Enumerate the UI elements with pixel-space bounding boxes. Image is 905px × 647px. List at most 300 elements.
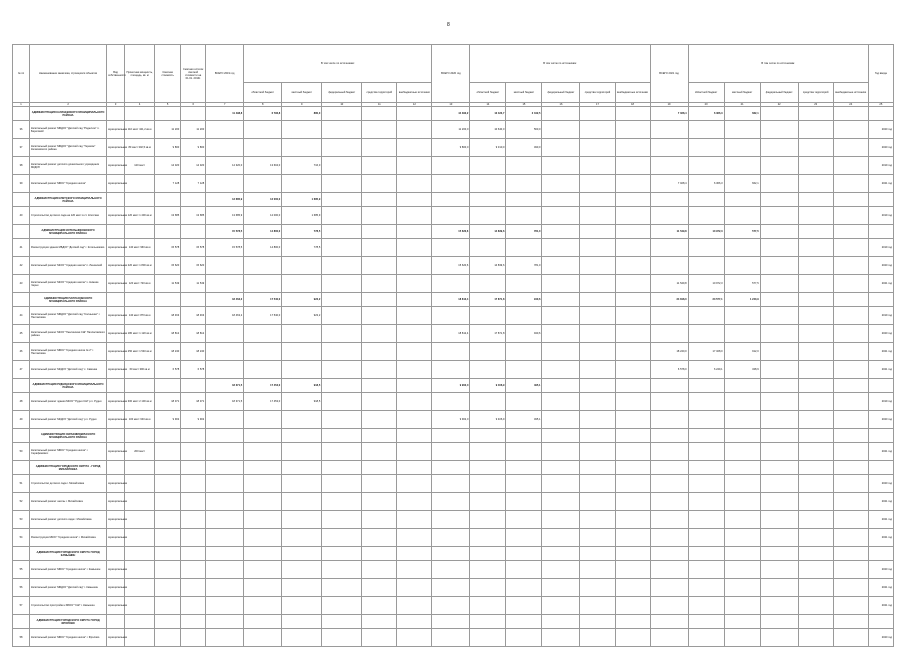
header-other: внебюджетные источники [615,83,650,103]
cell-t20 [432,493,470,511]
cell-d1 [470,361,506,379]
cell-d2 [506,393,542,411]
column-number: 7 [206,103,244,107]
cell-cap: 60 мест 390 кв.м [125,361,155,379]
column-number: 6 [181,103,206,107]
cell-c1 [244,361,282,379]
cell-rem [181,107,206,121]
header-group-2021: В том числе по источникам: [688,45,868,83]
cell-c2 [282,443,322,461]
table-row [13,597,894,615]
cell-num: 39 [13,175,30,193]
cell-h1 [760,139,798,157]
cell-e1 [688,325,724,343]
cell-est [155,597,181,615]
cell-kind: муниципальная [107,275,125,293]
cell-g3 [615,461,650,475]
cell-t21 [650,121,688,139]
cell-e2 [724,411,760,429]
cell-yr: 2021 год [868,443,893,461]
cell-h3 [833,561,868,579]
cell-h2 [798,561,833,579]
cell-d2 [506,597,542,615]
cell-g3 [615,139,650,157]
cell-h1 [760,379,798,393]
cell-est: 15 620 [155,257,181,275]
cell-c2 [282,361,322,379]
cell-f1 [322,443,362,461]
cell-yr: 2021 год [868,529,893,547]
cell-name: Строительство пристройки к МБОУ "СШ" г. Камышин [30,597,107,615]
cell-est [155,461,181,475]
cell-g3 [615,239,650,257]
cell-g3 [615,307,650,325]
cell-c1 [244,257,282,275]
section-row [13,615,894,629]
cell-d2 [506,429,542,443]
cell-d2: 495,1 [506,411,542,429]
cell-rem [181,379,206,393]
cell-t19: 18 371,5 [206,393,244,411]
cell-t20 [432,193,470,207]
cell-f1 [322,461,362,475]
cell-f1 [322,193,362,207]
cell-est: 6 578 [155,361,181,379]
cell-name: АДМИНИСТРАЦИЯ РУДНЯНСКОГО МУНИЦИПАЛЬНОГО РАЙОНА [30,379,107,393]
cell-t21: 11 549,8 [650,275,688,293]
cell-e1 [688,493,724,511]
cell-c2: 1 685,9 [282,193,322,207]
cell-kind [107,379,125,393]
cell-f3 [397,493,432,511]
cell-est [155,561,181,579]
cell-f2 [362,615,397,629]
cell-e2 [724,561,760,579]
cell-f1 [322,307,362,325]
cell-h3 [833,139,868,157]
cell-c2 [282,529,322,547]
cell-f3 [397,239,432,257]
cell-g3 [615,597,650,615]
cell-name: Капитальный ремонт МКОУ "Средняя школа" х. Нижние Черни [30,275,107,293]
cell-f1 [322,257,362,275]
cell-t19 [206,561,244,579]
cell-rem: 15 578 [181,239,206,257]
cell-f1 [322,361,362,379]
cell-e1 [688,379,724,393]
cell-cap [125,429,155,443]
cell-t19 [206,461,244,475]
header-group-2020: В том числе по источникам: [470,45,650,83]
cell-rem: 11 200 [181,121,206,139]
cell-t20 [432,529,470,547]
cell-est [155,429,181,443]
cell-est: 9 800 [155,139,181,157]
cell-e2: 328,9 [724,361,760,379]
cell-f1 [322,411,362,429]
cell-cap: 200 мест [125,443,155,461]
cell-g3 [615,343,650,361]
cell-e1 [688,257,724,275]
cell-c2 [282,561,322,579]
cell-num [13,107,30,121]
cell-g2 [580,225,615,239]
column-number: 14 [470,103,506,107]
cell-t20: 15 620,6 [432,225,470,239]
cell-t21 [650,615,688,629]
cell-t19 [206,579,244,597]
cell-cap [125,379,155,393]
cell-d1 [470,529,506,547]
cell-g1 [542,193,580,207]
cell-t20: 11 200,0 [432,121,470,139]
cell-f2 [362,225,397,239]
header-regional: областной бюджет [470,83,506,103]
cell-f3 [397,343,432,361]
cell-kind [107,193,125,207]
cell-c1 [244,325,282,343]
cell-name: Реконструкция МКОУ "Средняя школа" г. Михайловка [30,529,107,547]
cell-num: 58 [13,629,30,647]
cell-yr [868,461,893,475]
cell-d1 [470,429,506,443]
cell-g1 [542,597,580,615]
cell-t21 [650,139,688,157]
cell-kind [107,461,125,475]
cell-h1 [760,207,798,225]
cell-rem: 11 549 [181,275,206,293]
cell-num [13,293,30,307]
cell-h3 [833,343,868,361]
cell-h2 [798,579,833,597]
cell-g3 [615,193,650,207]
cell-rem [181,579,206,597]
cell-f1 [322,207,362,225]
cell-d1 [470,393,506,411]
cell-g2 [580,597,615,615]
cell-c2 [282,429,322,443]
cell-f1 [322,429,362,443]
cell-name: Капитальный ремонт МБОУ "Средняя школа" г. Серафимович [30,443,107,461]
cell-est: 18 240 [155,343,181,361]
cell-t19 [206,547,244,561]
cell-e2 [724,547,760,561]
cell-est: 11 549 [155,275,181,293]
cell-e1 [688,239,724,257]
cell-f2 [362,307,397,325]
cell-g2 [580,207,615,225]
cell-t20: 18 812,4 [432,293,470,307]
cell-c2 [282,325,322,343]
cell-c1 [244,629,282,647]
cell-g2 [580,121,615,139]
table-row [13,239,894,257]
cell-num [13,547,30,561]
cell-t21 [650,307,688,325]
cell-h2 [798,293,833,307]
column-number: 5 [155,103,181,107]
cell-num: 47 [13,361,30,379]
cell-d1 [470,307,506,325]
cell-rem [181,511,206,529]
cell-t19 [206,121,244,139]
cell-kind: муниципальная [107,175,125,193]
cell-t21 [650,547,688,561]
cell-h1 [760,239,798,257]
cell-est: 18 371 [155,393,181,411]
cell-num [13,225,30,239]
cell-g2 [580,529,615,547]
cell-g1 [542,207,580,225]
cell-f3 [397,157,432,175]
cell-g3 [615,511,650,529]
cell-c1 [244,597,282,615]
cell-t21 [650,629,688,647]
cell-g2 [580,379,615,393]
cell-h3 [833,207,868,225]
cell-g2 [580,293,615,307]
cell-kind: муниципальная [107,139,125,157]
cell-c2 [282,615,322,629]
cell-f1 [322,275,362,293]
cell-g3 [615,475,650,493]
cell-rem [181,193,206,207]
cell-g2 [580,547,615,561]
header-total-2020: ВСЕГО 2020 год [432,45,470,103]
cell-yr: 2020 год [868,475,893,493]
column-number: 24 [833,103,868,107]
cell-d1 [470,157,506,175]
header-regional: областной бюджет [244,83,282,103]
cell-name: АДМИНИСТРАЦИЯ ПАЛЛАСОВСКОГО МУНИЦИПАЛЬНОГО РАЙОНА [30,293,107,307]
cell-yr: 2020 год [868,257,893,275]
cell-h2 [798,547,833,561]
cell-t19 [206,275,244,293]
cell-h1 [760,597,798,615]
cell-name: Капитальный ремонт МКОУ "Гмелинская СШ" Палласовского района [30,325,107,343]
cell-g3 [615,157,650,175]
cell-e2: 1 240,9 [724,293,760,307]
cell-cap: 180 мест 1 120 кв.м [125,325,155,343]
cell-e1: 23 577,1 [688,293,724,307]
cell-f3 [397,361,432,379]
cell-f3 [397,121,432,139]
table-row [13,561,894,579]
cell-f1 [322,379,362,393]
table-row [13,175,894,193]
cell-rem [181,443,206,461]
table-row [13,529,894,547]
cell-d2 [506,475,542,493]
cell-kind [107,107,125,121]
cell-cap [125,615,155,629]
cell-f1 [322,239,362,257]
cell-h1 [760,293,798,307]
cell-d1 [470,343,506,361]
cell-est [155,615,181,629]
cell-f3 [397,207,432,225]
cell-rem: 18 240 [181,343,206,361]
cell-h1 [760,443,798,461]
cell-h3 [833,325,868,343]
cell-d1: 9 406,9 [470,411,506,429]
cell-f3 [397,275,432,293]
cell-c2 [282,411,322,429]
cell-name: АДМИНИСТРАЦИЯ КЛЕТСКОГО МУНИЦИПАЛЬНОГО РАЙОНА [30,193,107,207]
cell-num: 43 [13,275,30,293]
cell-f3 [397,293,432,307]
cell-f3 [397,379,432,393]
cell-h1 [760,529,798,547]
table-row [13,257,894,275]
cell-est [155,529,181,547]
cell-t19 [206,443,244,461]
cell-h3 [833,257,868,275]
cell-c1 [244,429,282,443]
cell-d2 [506,175,542,193]
cell-f3 [397,139,432,157]
column-number: 4 [125,103,155,107]
cell-d1: 12 423,7 [470,107,506,121]
cell-t20 [432,207,470,225]
cell-f1 [322,547,362,561]
column-number: 11 [362,103,397,107]
cell-c1 [244,275,282,293]
cell-c2 [282,493,322,511]
cell-e1 [688,207,724,225]
cell-t21 [650,511,688,529]
cell-rem [181,225,206,239]
cell-h3 [833,175,868,193]
cell-c2 [282,579,322,597]
cell-t19: 15 578,5 [206,239,244,257]
cell-g2 [580,361,615,379]
cell-d1 [470,175,506,193]
cell-c2: 923,2 [282,293,322,307]
cell-e1 [688,121,724,139]
cell-h2 [798,475,833,493]
header-remaining: Сметная остаток сметной стоимости на 01.01. 2019г. [181,45,206,103]
cell-h1 [760,547,798,561]
cell-d2: 940,6 [506,325,542,343]
cell-e1: 6 366,3 [688,175,724,193]
cell-est: 14 320 [155,157,181,175]
cell-f2 [362,547,397,561]
cell-name: Строительство детского сада на 120 мест в ст. Клетская [30,207,107,225]
cell-g3 [615,175,650,193]
cell-est: 11 200 [155,121,181,139]
cell-g3 [615,615,650,629]
cell-e2 [724,139,760,157]
cell-num: 42 [13,257,30,275]
cell-num [13,379,30,393]
cell-g3 [615,379,650,393]
cell-d1 [470,629,506,647]
cell-name: Капитальный ремонт МБДОУ "Детский сад "Солнышко" г. Палласовка [30,307,107,325]
cell-rem [181,461,206,475]
cell-f2 [362,139,397,157]
cell-c1 [244,561,282,579]
cell-g2 [580,307,615,325]
cell-d2 [506,361,542,379]
cell-d2: 781,0 [506,225,542,239]
cell-num: 37 [13,139,30,157]
cell-g3 [615,443,650,461]
cell-d2 [506,343,542,361]
cell-g3 [615,225,650,239]
cell-c1: 14 800,0 [244,225,282,239]
cell-t20 [432,443,470,461]
cell-h2 [798,443,833,461]
cell-t20: 9 800,0 [432,139,470,157]
cell-h2 [798,239,833,257]
cell-h1 [760,257,798,275]
cell-g2 [580,275,615,293]
cell-c1 [244,411,282,429]
cell-g3 [615,393,650,411]
cell-c2: 716,0 [282,157,322,175]
cell-e2 [724,461,760,475]
cell-f1 [322,493,362,511]
cell-e2 [724,579,760,597]
cell-kind [107,547,125,561]
cell-e1 [688,393,724,411]
cell-rem [181,597,206,615]
cell-d1 [470,493,506,511]
cell-h1 [760,175,798,193]
cell-h3 [833,193,868,207]
cell-g1 [542,493,580,511]
cell-d2: 940,6 [506,293,542,307]
cell-rem [181,615,206,629]
cell-f3 [397,175,432,193]
cell-f1 [322,225,362,239]
cell-kind: муниципальная [107,597,125,615]
cell-d1 [470,579,506,597]
cell-rem [181,493,206,511]
table-row [13,157,894,175]
column-number: 25 [868,103,893,107]
cell-kind: муниципальная [107,157,125,175]
cell-t21 [650,443,688,461]
header-total-2021: ВСЕГО 2021 год [650,45,688,103]
cell-h1 [760,579,798,597]
cell-name: АДМИНИСТРАЦИЯ ГОРОДСКОГО ОКРУГА ГОРОД ФРОЛОВО [30,615,107,629]
cell-e2 [724,121,760,139]
cell-g1 [542,511,580,529]
header-federal: федеральный бюджет [542,83,580,103]
cell-e1 [688,139,724,157]
cell-h1 [760,629,798,647]
cell-t21: 7 028,4 [650,107,688,121]
cell-d2 [506,461,542,475]
cell-c1: 17 540,0 [244,293,282,307]
cell-t20 [432,361,470,379]
cell-t20 [432,393,470,411]
cell-est: 13 685 [155,207,181,225]
cell-f3 [397,225,432,239]
cell-e1: 6 366,3 [688,107,724,121]
cell-g3 [615,529,650,547]
cell-num: 51 [13,475,30,493]
cell-g1 [542,379,580,393]
cell-t21 [650,325,688,343]
header-other: внебюджетные источники [833,83,868,103]
cell-num: 48 [13,393,30,411]
cell-yr [868,379,893,393]
header-year: Год ввода [868,45,893,103]
cell-g3 [615,107,650,121]
